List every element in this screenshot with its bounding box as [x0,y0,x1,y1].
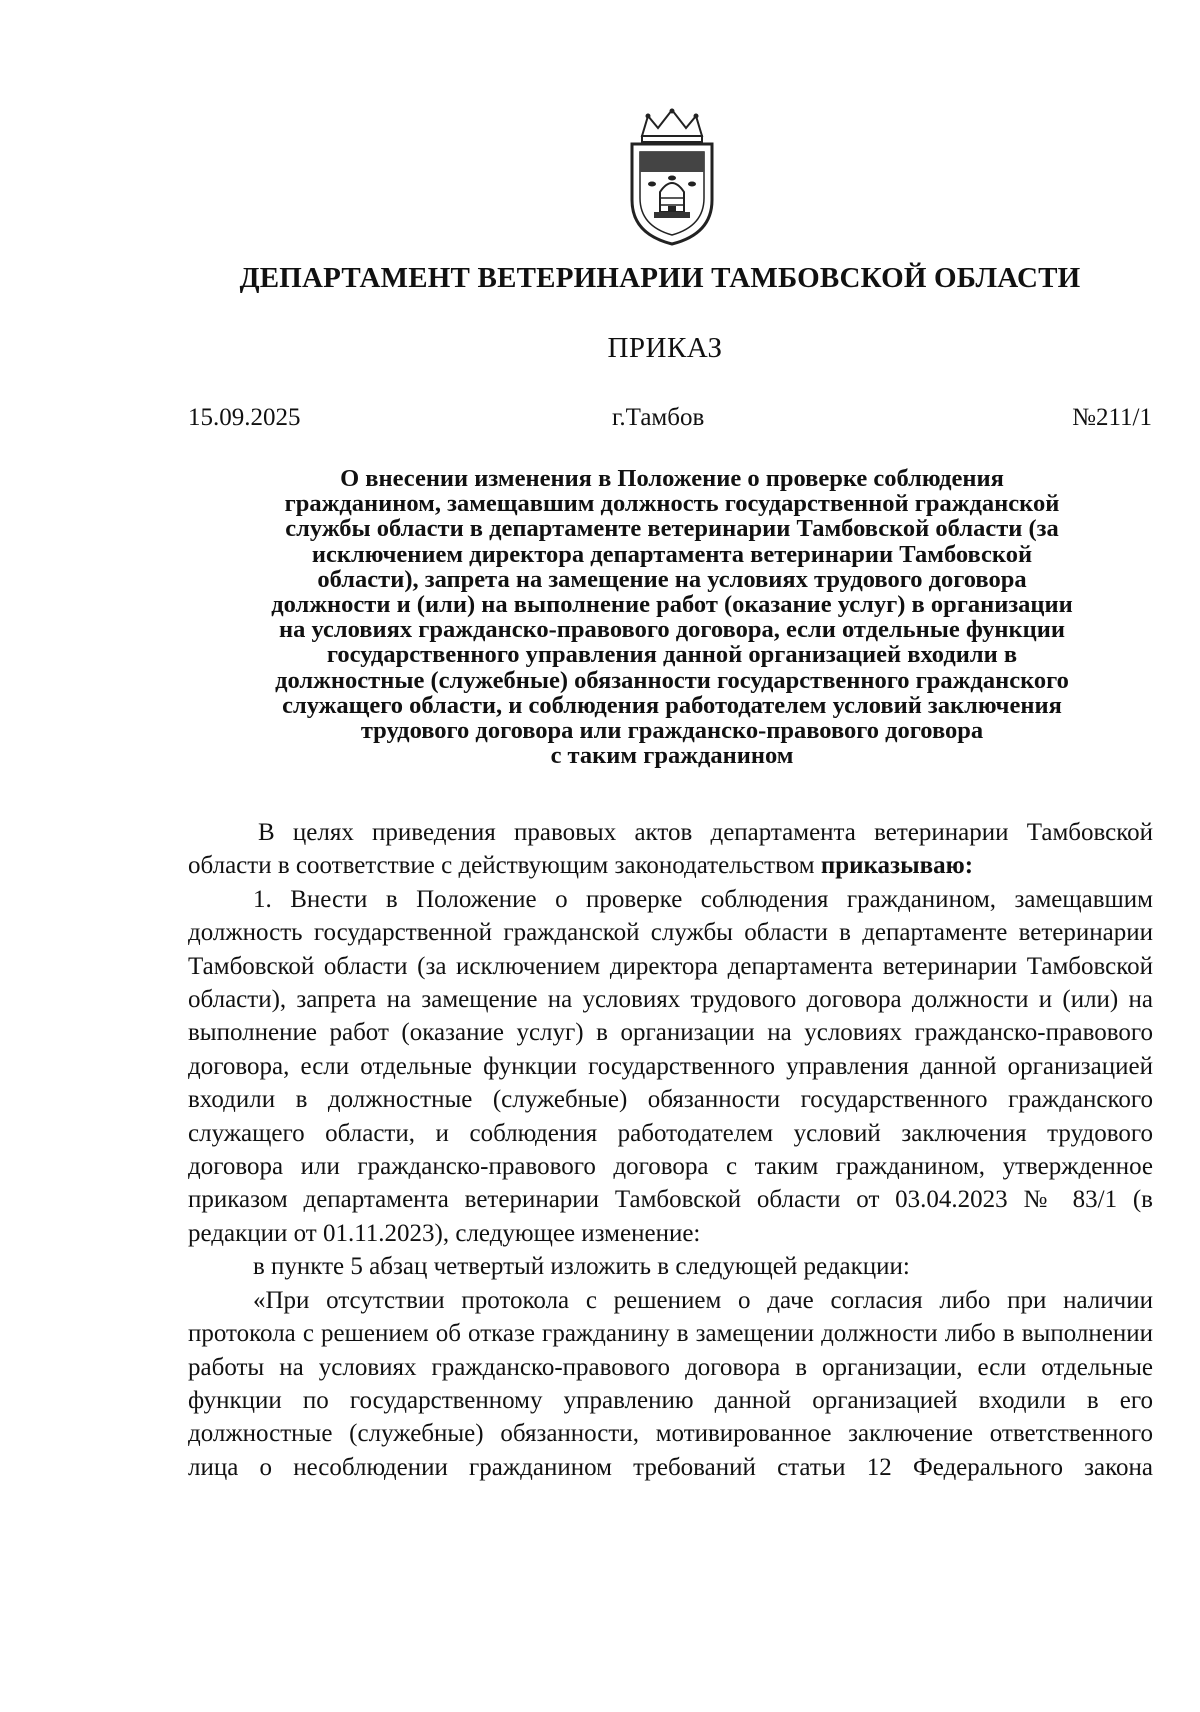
document-date: 15.09.2025 [188,404,301,431]
subject-line: гражданином, замещавшим должность государственной гражданской [284,490,1060,518]
subject-line: с таким гражданином [550,742,794,770]
quoted-paragraph: «При отсутствии протокола с решением о даче согласия либо при наличии протокола с решением об отказе гражданину в замещении должности либо в выполнении работы на условиях гражданско-правового договора в организации, если отдельные функции по государственному управлению данной организацией входили в его должностные (служебные) обязанности, мотивированное заключение ответственного лица о несоблюдении гражданином требований статьи 12 Федерального закона [188,1286,1153,1481]
document-subject [192,466,1152,768]
document-body [188,816,1153,1484]
department-title: ДЕПАРТАМЕНТ ВЕТЕРИНАРИИ ТАМБОВСКОЙ ОБЛАСТИ [239,262,1081,294]
subject-line: государственного управления данной организацией входили в [326,641,1018,669]
item-1-subparagraph: в пункте 5 абзац четвертый изложить в следующей редакции: [253,1253,910,1281]
subject-line: служащего области, и соблюдения работодателем условий заключения [282,691,1062,719]
subject-line: трудового договора или гражданско-правового договора [360,717,984,745]
document-city: г.Тамбов [612,404,705,431]
subject-line: должности и (или) на выполнение работ (оказание услуг) в организации [271,591,1073,619]
tambov-coat-of-arms-icon [612,108,732,246]
preamble-text: В целях приведения правовых актов департамента ветеринарии Тамбовской области в соответствие с действующим законодательством [188,819,1153,880]
subject-line: службы области в департаменте ветеринарии Тамбовской области (за [285,515,1059,543]
subject-line: О внесении изменения в Положение о проверке соблюдения [340,465,1004,492]
subject-line: должностные (служебные) обязанности государственного гражданского [275,666,1069,694]
document-type: ПРИКАЗ [607,332,723,364]
subject-line: на условиях гражданско-правового договора, если отдельные функции [278,616,1066,644]
subject-line: исключением директора департамента ветеринарии Тамбовской [311,540,1033,568]
preamble-paragraph [188,816,1153,883]
item-1-paragraph: 1. Внести в Положение о проверке соблюдения гражданином, замещавшим должность государственной гражданской службы области в департаменте ветеринарии Тамбовской области (за исключением директора департамента ветеринарии Тамбовской области), запрета на замещение на условиях трудового договора должности и (или) на выполнение работ (оказание услуг) в организации на условиях гражданско-правового договора, если отдельные функции государственного управления данной организацией входили в должностные (служебные) обязанности государственного гражданского служащего области, и соблюдения работодателем условий заключения трудового договора или гражданско-правового договора с таким гражданином, утвержденное приказом департамента ветеринарии Тамбовской области от 03.04.2023 № 83/1 (в редакции от 01.11.2023), следующее изменение: [188,885,1153,1247]
document-meta [188,404,1152,438]
subject-line: области), запрета на замещение на условиях трудового договора [317,565,1027,593]
order-verb: приказываю: [820,852,974,880]
document-number: №211/1 [1072,404,1152,431]
